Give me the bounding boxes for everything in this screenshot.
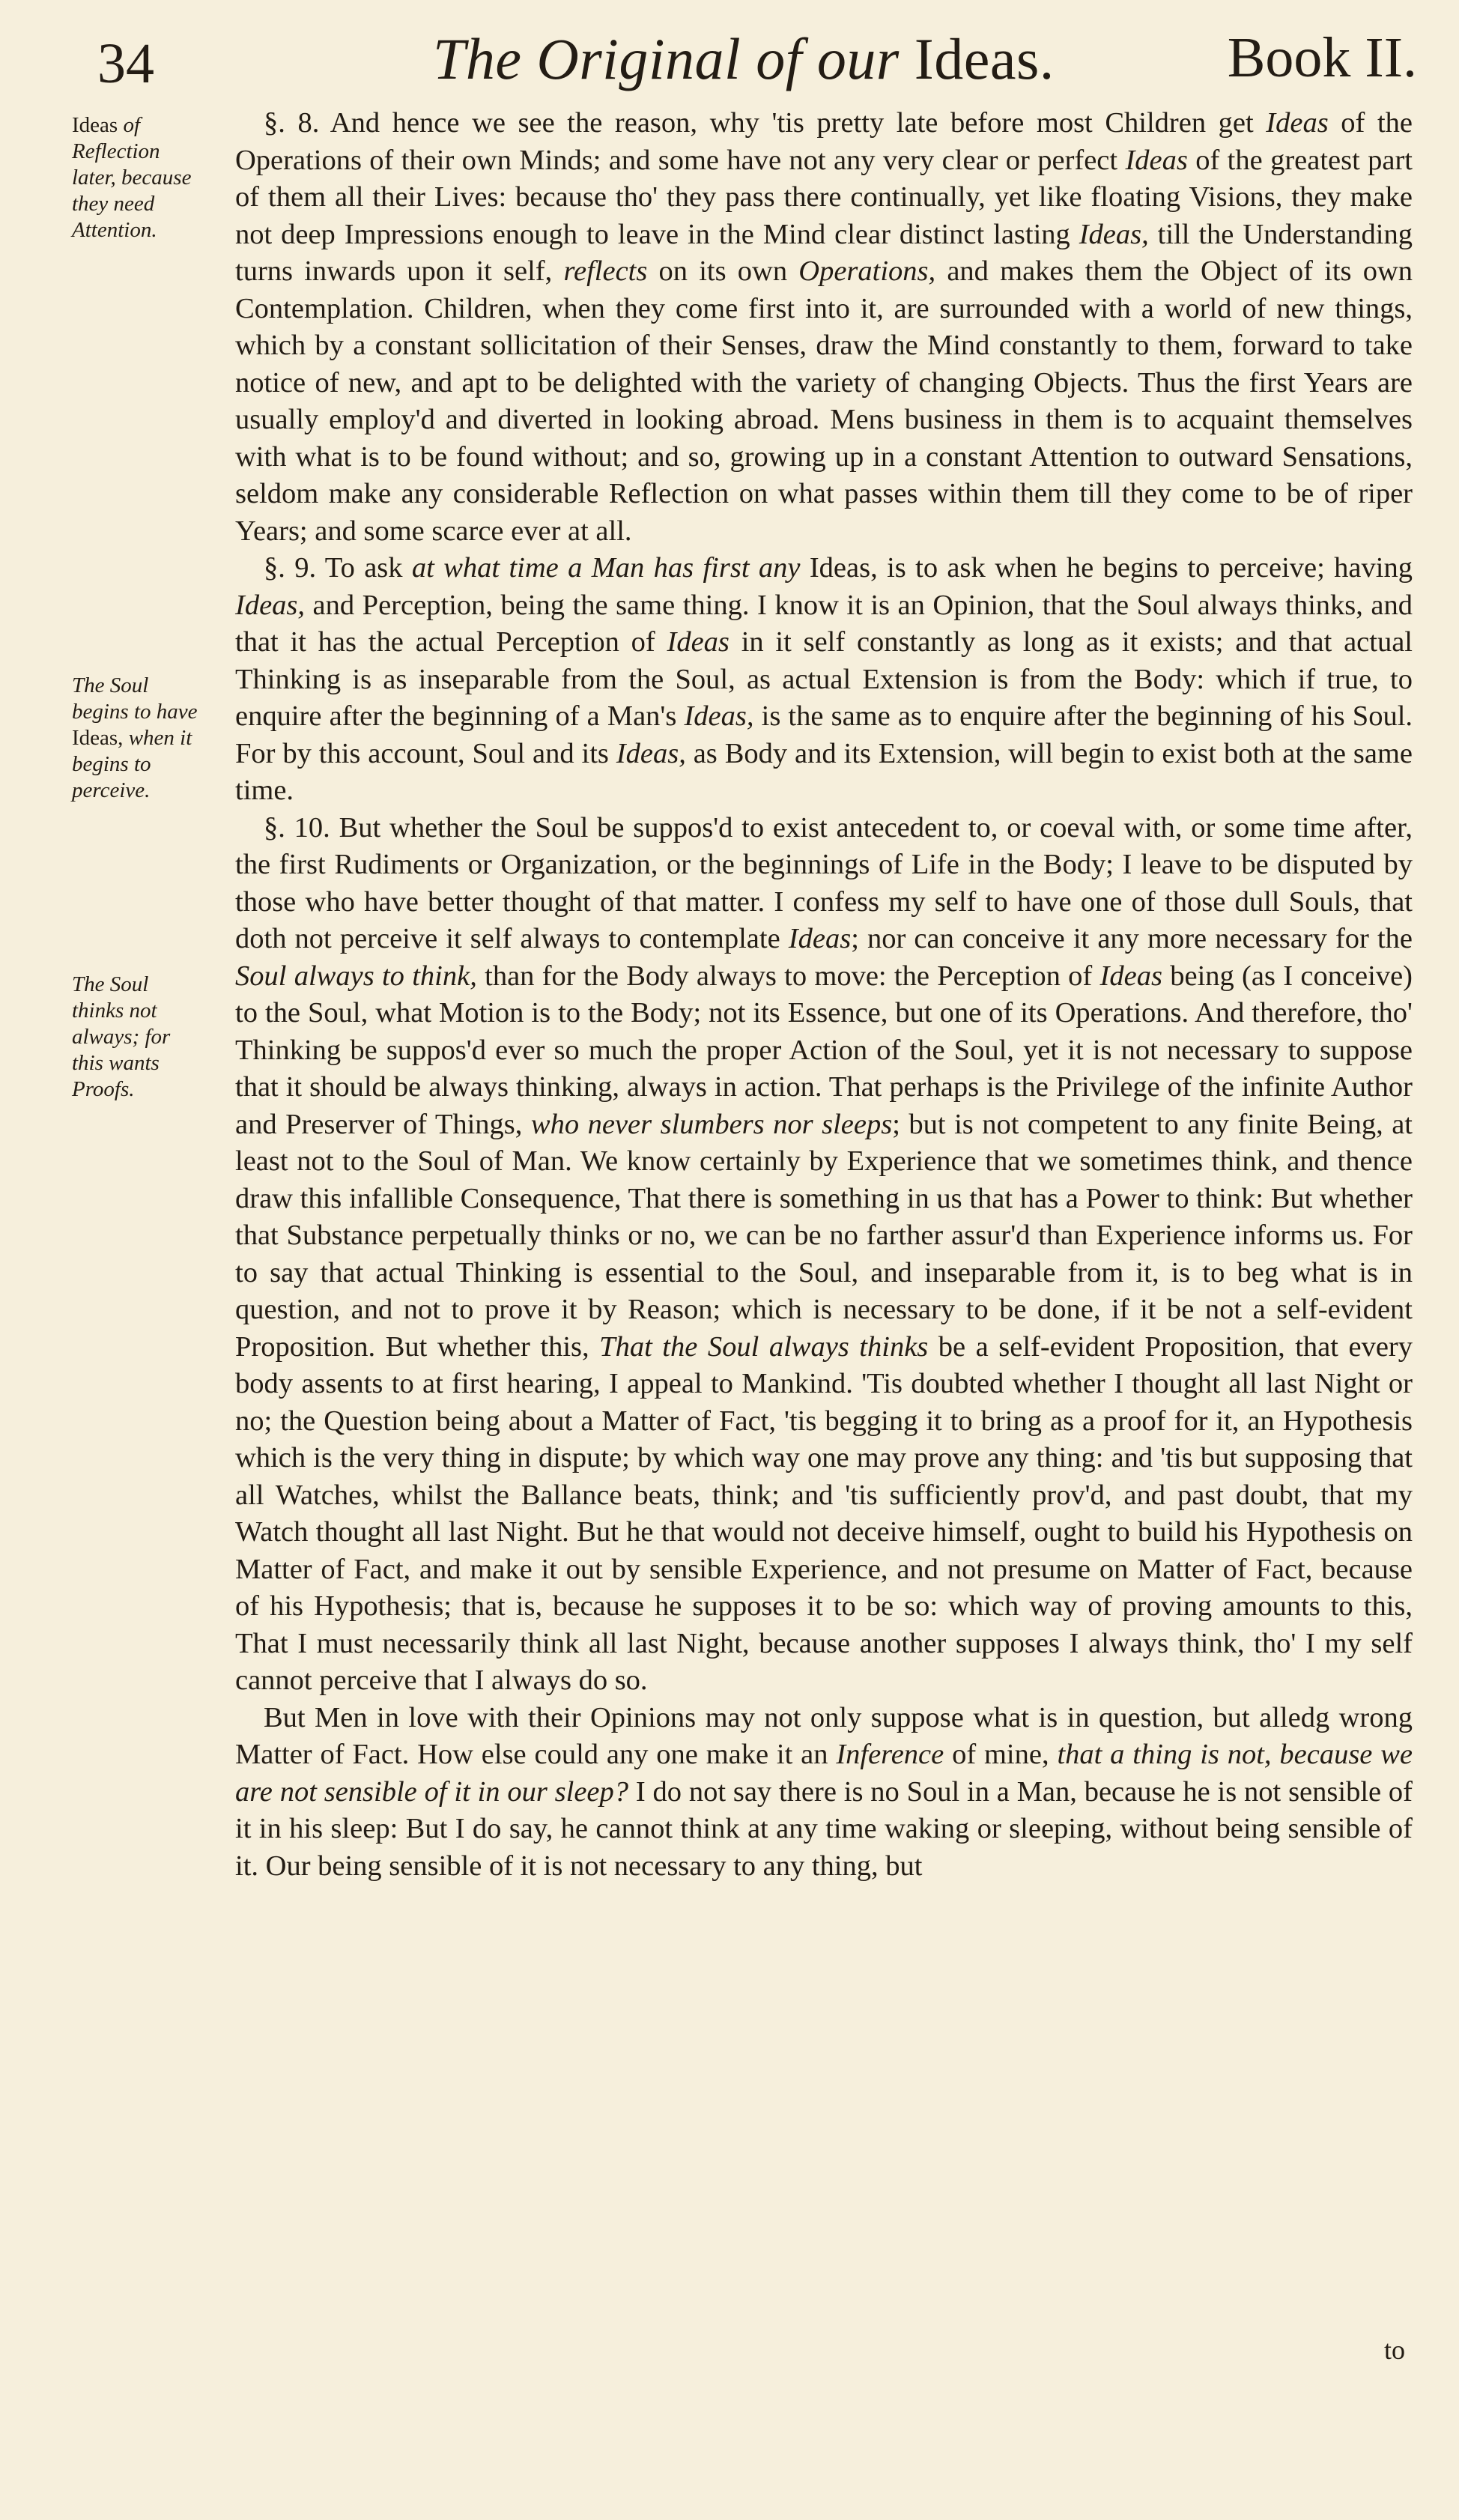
running-title-italic: The Original of our xyxy=(433,26,900,91)
margin-note-text: Ideas xyxy=(72,113,118,137)
body-text xyxy=(235,105,1413,1885)
margin-note-text: The Soul thinks not always; for this wants Proofs. xyxy=(72,972,171,1101)
paragraph xyxy=(235,810,1413,1700)
italic-text: Ideas, xyxy=(235,589,306,621)
margin-note-text: Ideas, xyxy=(72,726,124,750)
italic-text: Ideas xyxy=(1125,144,1188,176)
margin-note-text: The Soul begins to have xyxy=(72,673,198,724)
italic-text: Ideas, xyxy=(684,700,754,732)
text-run: on its own xyxy=(647,255,799,287)
italic-text: Soul always to think, xyxy=(235,960,477,992)
margin-note-reflection xyxy=(72,112,204,243)
paragraph xyxy=(235,1700,1413,1886)
text-run: Ideas, is to ask when he begins to perceive; having xyxy=(800,552,1413,584)
text-run: than for the Body always to move: the Perception of xyxy=(476,960,1100,992)
italic-text: at what time a Man has first any xyxy=(411,552,801,584)
text-run: and makes them the Object of its own Contemplation. Children, when they come first into it, are surrounded with a world of new things, which by a constant sollicitation of their Senses, draw the Mind constantly to them, forward to take notice of new, and apt to be delighted with the variety of changing Objects. Thus the first Years are usually employ'd and diverted in looking abroad. Mens business in them is to acquaint themselves with what is to be found without; and so, growing up in a constant Attention to outward Sensations, seldom make any considerable Reflection on what passes within them till they come to be of riper Years; and some scarce ever at all. xyxy=(235,255,1413,547)
text-run: in it self constantly as long as it exists; and that actual Thinking is as inseparable from the Soul, as actual Extension is from the Body: which if true, to enquire after the beginning of a Man's xyxy=(235,626,1413,732)
text-run: as Body and its Extension, will begin to exist both at the same time. xyxy=(235,737,1413,806)
italic-text: Ideas xyxy=(1266,107,1329,139)
italic-text: reflects xyxy=(563,255,648,287)
text-run: is the same as to enquire after the beginning of his Soul. For by this account, Soul and its xyxy=(235,700,1413,769)
text-run: §. 9. To ask xyxy=(264,552,412,584)
text-run: and Perception, being the same thing. I know it is an Opinion, that the Soul always thinks, and that it has the actual Perception of xyxy=(235,589,1413,658)
italic-text: Ideas xyxy=(667,626,730,658)
margin-note-soul-begins xyxy=(72,673,204,804)
paragraph xyxy=(235,105,1413,550)
italic-text: Operations, xyxy=(798,255,936,287)
text-run: §. 8. And hence we see the reason, why 'tis pretty late before most Children get xyxy=(264,107,1267,139)
italic-text: who never slumbers nor sleeps xyxy=(530,1108,893,1140)
book-number: Book II. xyxy=(1227,26,1417,89)
margin-note-soul-thinks-not xyxy=(72,972,204,1103)
running-title xyxy=(433,25,1055,93)
text-run: ; nor can conceive it any more necessary for the xyxy=(851,923,1413,954)
italic-text: Ideas xyxy=(788,923,852,954)
italic-text: Ideas xyxy=(1099,960,1162,992)
text-run: of the Operations of their own Minds; and some have not any very clear or perfect xyxy=(235,107,1413,176)
running-title-roman: Ideas. xyxy=(914,26,1055,91)
italic-text: That the Soul always thinks xyxy=(599,1330,929,1363)
catchword: to xyxy=(1383,2335,1405,2365)
text-run: I do not say there is no Soul in a Man, because he is not sensible of it in his sleep: But I do say, he cannot think at any time waking or sleeping, without being sensible of it. Our being sensible of it is not necessary to any thing, but xyxy=(235,1775,1413,1882)
text-run: ; but is not competent to any finite Being, at least not to the Soul of Man. We know certainly by Experience that we sometimes think, and thence draw this infallible Consequence, That there is something in us that has a Power to think: But whether that Substance perpetually thinks or no, we can be no farther assur'd than Experience informs us. For to say that actual Thinking is essential to the Soul, and inseparable from it, is to beg what is in question, and not to prove it by Reason; which is necessary to be done, if it be not a self-evident Proposition. But whether this, xyxy=(235,1108,1413,1363)
italic-text: that a thing is not, because we are not sensible of it in our sleep? xyxy=(235,1739,1413,1808)
paragraph xyxy=(235,550,1413,810)
italic-text: Inference xyxy=(836,1739,944,1770)
margin-note-text: of Reflection later, because they need Attention. xyxy=(72,113,192,242)
text-run: till the Understanding turns inwards upon it self, xyxy=(235,218,1413,287)
italic-text: Ideas, xyxy=(1079,218,1149,250)
text-run: of mine, xyxy=(944,1739,1058,1770)
italic-text: Ideas, xyxy=(616,737,686,769)
margin-note-text: when it begins to perceive. xyxy=(72,726,192,802)
text-run: being (as I conceive) to the Soul, what Motion is to the Body; not its Essence, but one of its Operations. And therefore, tho' Thinking be suppos'd ever so much the proper Action of the Soul, yet it is not necessary to suppose that it should be always thinking, always in action. That perhaps is the Privilege of the infinite Author and Preserver of Things, xyxy=(235,960,1413,1140)
text-run: of the greatest part of them all their Lives: because tho' they pass there continually, yet like floating Visions, they make not deep Impressions enough to leave in the Mind clear distinct lasting xyxy=(235,144,1413,250)
page-number: 34 xyxy=(97,32,154,95)
text-run: But Men in love with their Opinions may not only suppose what is in question, but alledg wrong Matter of Fact. How else could any one make it an xyxy=(235,1701,1413,1770)
text-run: be a self-evident Proposition, that every body assents to at first hearing, I appeal to Mankind. 'Tis doubted whether I thought all last Night or no; the Question being about a Matter of Fact, 'tis begging it to bring as a proof for it, an Hypothesis which is the very thing in dispute; by which way one may prove any thing: and 'tis but supposing that all Watches, whilst the Ballance beats, think; and 'tis sufficiently prov'd, and past doubt, that my Watch thought all last Night. But he that would not deceive himself, ought to build his Hypothesis on Matter of Fact, and make it out by sensible Experience, and not presume on Matter of Fact, because of his Hypothesis; that is, because he supposes it to be so: which way of proving amounts to this, That I must necessarily think all last Night, because another supposes I always think, tho' I my self cannot perceive that I always do so. xyxy=(235,1330,1413,1696)
running-head xyxy=(0,21,1459,96)
text-run: §. 10. But whether the Soul be suppos'd to exist antecedent to, or coeval with, or some time after, the first Rudiments or Organization, or the beginnings of Life in the Body; I leave to be disputed by those who have better thought of that matter. I confess my self to have one of those dull Souls, that doth not perceive it self always to contemplate xyxy=(235,811,1413,954)
